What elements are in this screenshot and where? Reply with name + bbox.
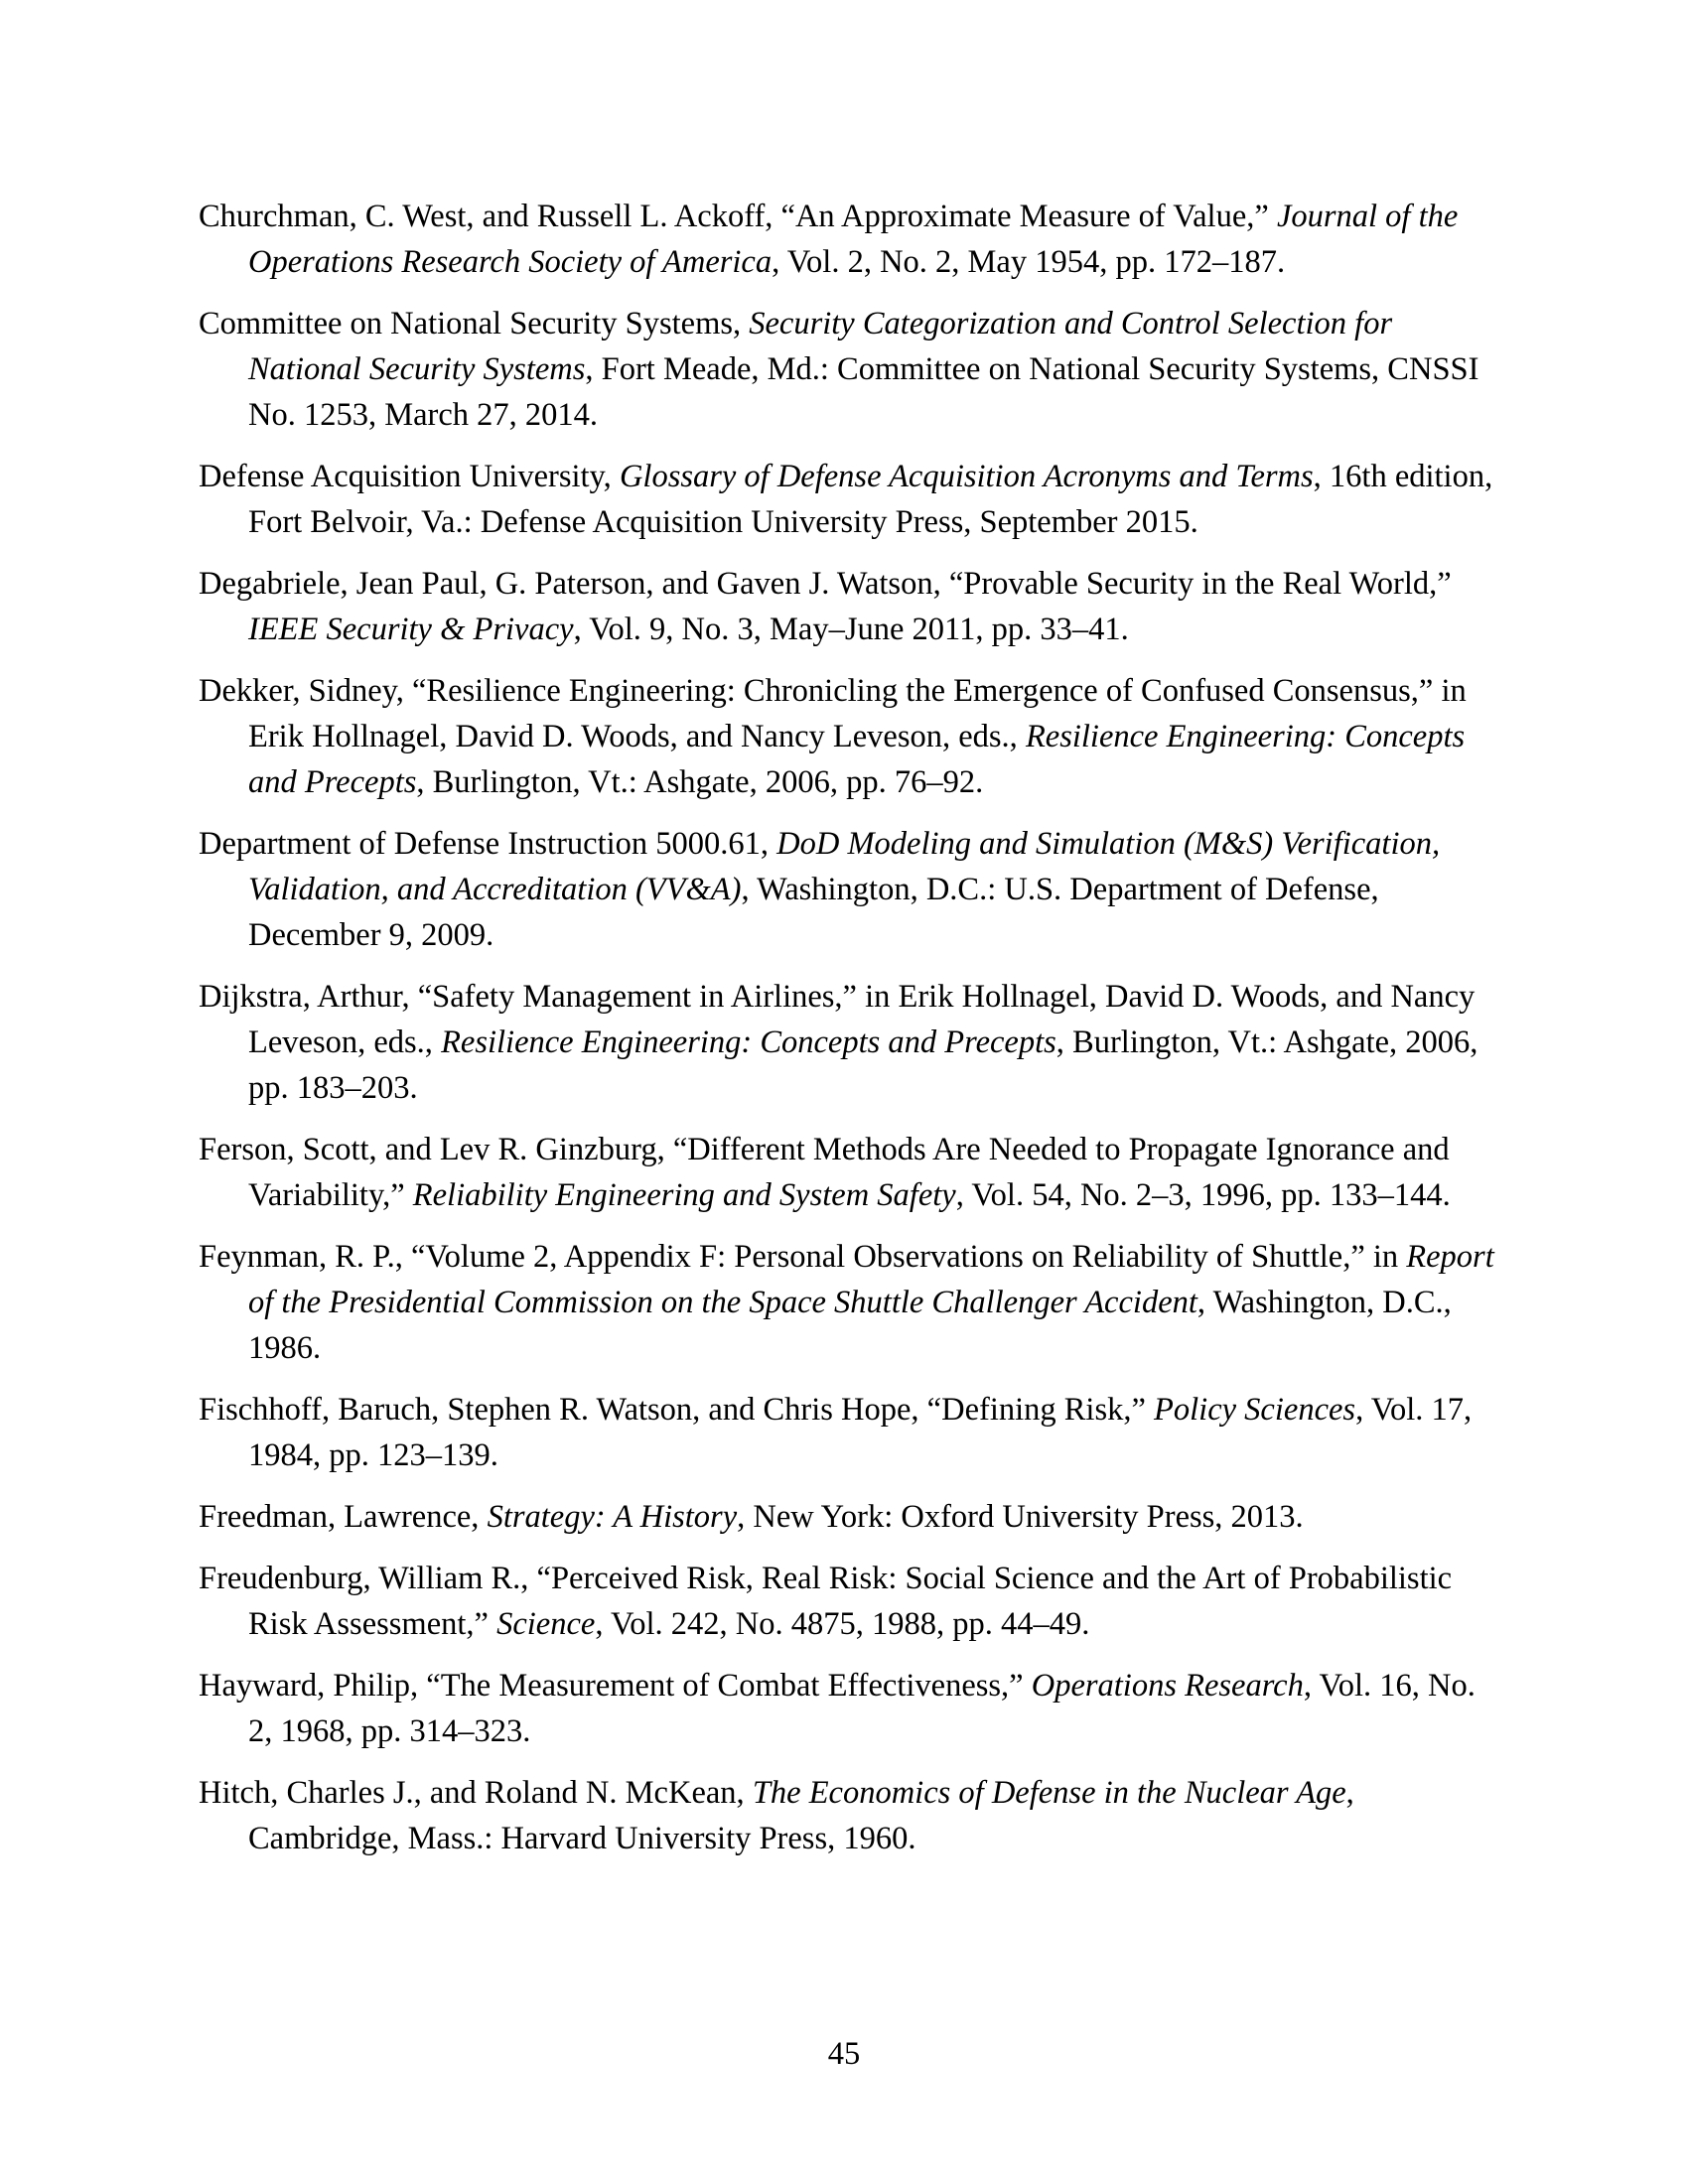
reference-title: Glossary of Defense Acquisition Acronyms and Terms [619, 459, 1314, 494]
reference-details: , Burlington, Vt.: Ashgate, 2006, pp. 76–92. [416, 764, 984, 800]
reference-text: Degabriele, Jean Paul, G. Paterson, and Gaven J. Watson, “Provable Security in the Real World,” [199, 566, 1452, 602]
reference-title: Resilience Engineering: Concepts and Precepts [441, 1024, 1056, 1060]
reference-title: Science [496, 1606, 596, 1642]
reference-details: , Vol. 2, No. 2, May 1954, pp. 172–187. [772, 244, 1286, 280]
reference-details: , New York: Oxford University Press, 2013. [737, 1499, 1304, 1535]
reference-entry [199, 974, 1499, 1111]
reference-title: Security Categorization and Control Selection for National Security Systems [248, 306, 1393, 387]
reference-title: DoD Modeling and Simulation (M&S) Verification, Validation, and Accreditation (VV&A) [248, 826, 1441, 907]
reference-title: Resilience Engineering: Concepts and Precepts [248, 719, 1466, 800]
reference-title: Operations Research [1031, 1668, 1304, 1704]
reference-details: , Washington, D.C., 1986. [248, 1285, 1452, 1366]
reference-entry [199, 1127, 1499, 1218]
reference-title: Policy Sciences [1154, 1392, 1356, 1428]
reference-details: , Vol. 16, No. 2, 1968, pp. 314–323. [248, 1668, 1476, 1749]
reference-entry [199, 1234, 1499, 1371]
reference-text: Department of Defense Instruction 5000.61, [199, 826, 777, 862]
reference-title: Report of the Presidential Commission on the Space Shuttle Challenger Accident [248, 1239, 1494, 1320]
reference-details: , Cambridge, Mass.: Harvard University Press, 1960. [248, 1775, 1354, 1856]
reference-entry [199, 1770, 1499, 1861]
reference-entry [199, 668, 1499, 805]
reference-title: Reliability Engineering and System Safety [412, 1177, 956, 1213]
reference-text: Ferson, Scott, and Lev R. Ginzburg, “Different Methods Are Needed to Propagate Ignorance and Variability,” [199, 1132, 1450, 1213]
reference-entry [199, 1663, 1499, 1754]
reference-entry [199, 194, 1499, 285]
reference-entry [199, 454, 1499, 545]
reference-text: Feynman, R. P., “Volume 2, Appendix F: Personal Observations on Reliability of Shuttle,” in [199, 1239, 1407, 1275]
reference-title: IEEE Security & Privacy [248, 612, 574, 647]
reference-entry [199, 301, 1499, 438]
reference-text: Defense Acquisition University, [199, 459, 620, 494]
reference-details: , Washington, D.C.: U.S. Department of Defense, December 9, 2009. [248, 872, 1379, 953]
reference-entry [199, 1556, 1499, 1647]
page-number: 45 [827, 2036, 861, 2072]
reference-title: Journal of the Operations Research Society of America [248, 199, 1459, 280]
reference-text: Hitch, Charles J., and Roland N. McKean, [199, 1775, 753, 1811]
reference-details: , Fort Meade, Md.: Committee on National Security Systems, CNSSI No. 1253, March 27, 2014. [248, 351, 1479, 433]
reference-text: Dekker, Sidney, “Resilience Engineering: Chronicling the Emergence of Confused Consensus,” in Erik Hollnagel, David D. Woods, and Nancy Leveson, eds., [199, 673, 1467, 754]
reference-details: , Vol. 9, No. 3, May–June 2011, pp. 33–41. [573, 612, 1129, 647]
reference-title: Strategy: A History [487, 1499, 738, 1535]
reference-entry [199, 821, 1499, 958]
reference-details: , Vol. 242, No. 4875, 1988, pp. 44–49. [595, 1606, 1090, 1642]
reference-text: Freedman, Lawrence, [199, 1499, 488, 1535]
reference-text: Fischhoff, Baruch, Stephen R. Watson, and Chris Hope, “Defining Risk,” [199, 1392, 1155, 1428]
reference-entry [199, 1494, 1499, 1540]
reference-list [199, 194, 1499, 1877]
reference-text: Hayward, Philip, “The Measurement of Combat Effectiveness,” [199, 1668, 1032, 1704]
reference-entry [199, 1387, 1499, 1478]
reference-text: Churchman, C. West, and Russell L. Ackoff, “An Approximate Measure of Value,” [199, 199, 1277, 234]
reference-details: , Vol. 17, 1984, pp. 123–139. [248, 1392, 1473, 1473]
reference-text: Dijkstra, Arthur, “Safety Management in Airlines,” in Erik Hollnagel, David D. Woods, and Nancy Leveson, eds., [199, 979, 1476, 1060]
reference-text: Freudenburg, William R., “Perceived Risk, Real Risk: Social Science and the Art of Probabilistic Risk Assessment,” [199, 1561, 1453, 1642]
reference-text: Committee on National Security Systems, [199, 306, 750, 341]
reference-title: The Economics of Defense in the Nuclear Age [752, 1775, 1346, 1811]
reference-details: , Burlington, Vt.: Ashgate, 2006, pp. 183–203. [248, 1024, 1478, 1106]
reference-entry [199, 561, 1499, 652]
reference-details: , Vol. 54, No. 2–3, 1996, pp. 133–144. [955, 1177, 1451, 1213]
reference-details: , 16th edition, Fort Belvoir, Va.: Defense Acquisition University Press, September 2015. [248, 459, 1493, 540]
